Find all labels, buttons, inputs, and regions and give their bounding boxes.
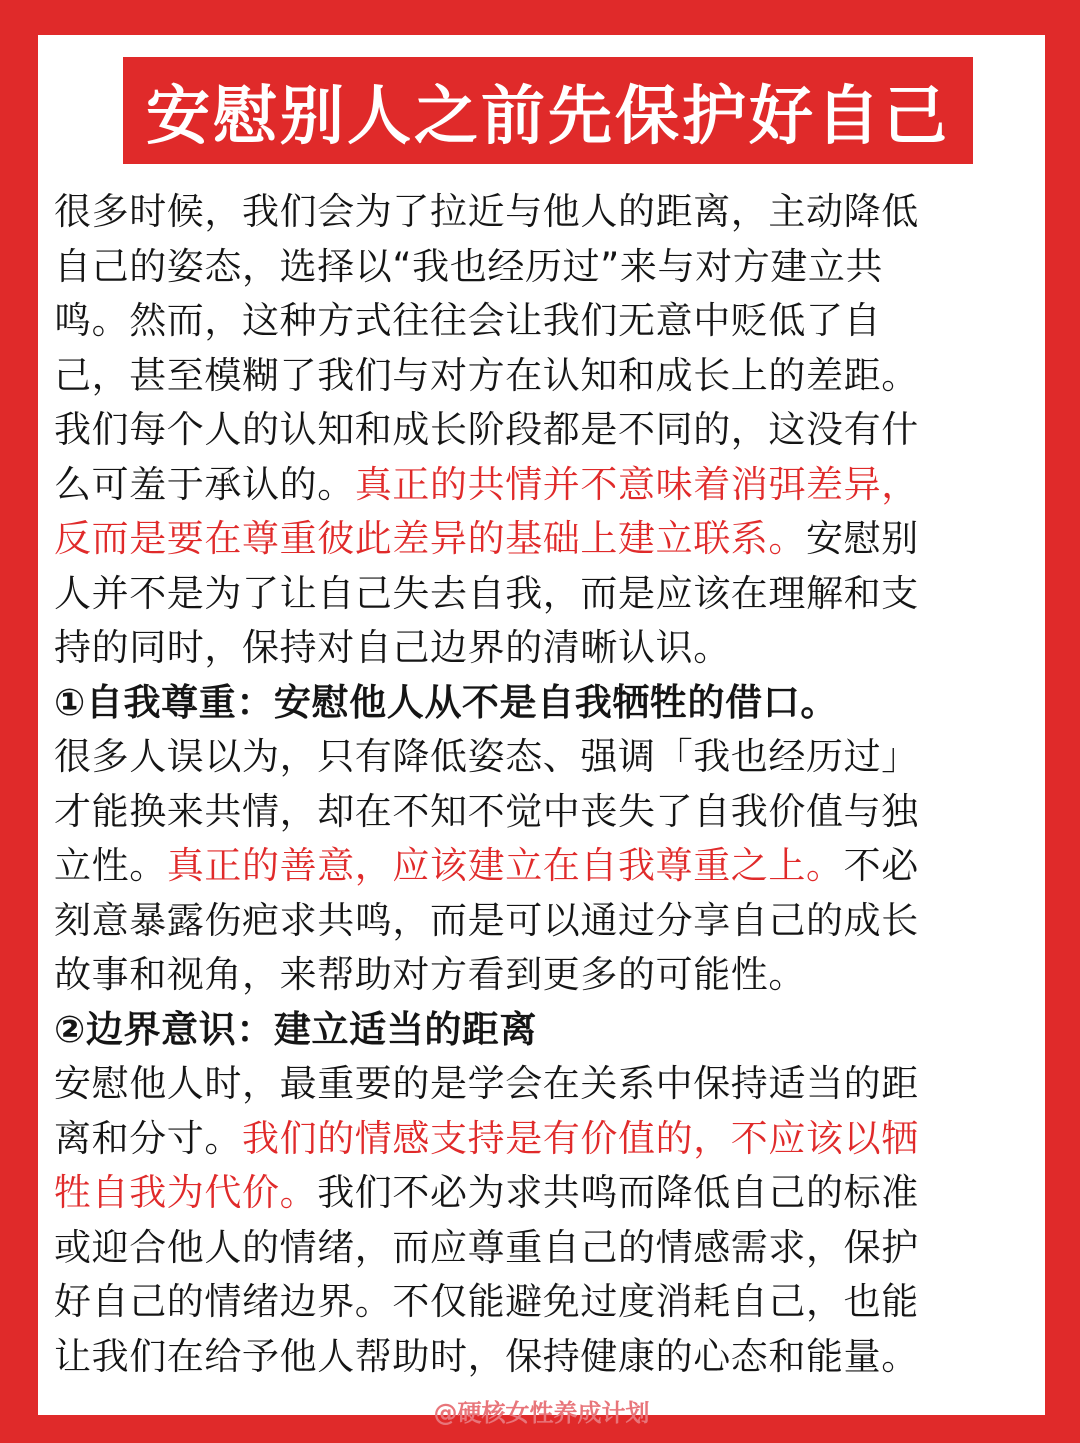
title-banner <box>123 57 973 164</box>
text-line <box>54 1112 1029 1167</box>
text-line <box>54 621 1029 676</box>
body-text: 离和分寸。 <box>54 1116 242 1160</box>
text-line <box>54 730 1029 785</box>
section1-heading: ①自我尊重：安慰他人从不是自我牺牲的借口。 <box>54 680 838 724</box>
text-line <box>54 894 1029 949</box>
text-line <box>54 1330 1029 1385</box>
text-line <box>54 512 1029 567</box>
section1-paragraph <box>54 730 1029 1003</box>
author-watermark: @硬核女性养成计划 <box>433 1399 650 1427</box>
body-text: 己，甚至模糊了我们与对方在认知和成长上的差距。 <box>54 353 919 397</box>
text-line <box>54 1275 1029 1330</box>
text-line <box>54 458 1029 513</box>
article-body <box>54 185 1029 1384</box>
body-text: 才能换来共情，却在不知不觉中丧失了自我价值与独 <box>54 789 919 833</box>
body-text: 安慰别 <box>806 517 919 560</box>
text-line <box>54 294 1029 349</box>
text-line <box>54 839 1029 894</box>
highlight-text: 真正的善意，应该建立在自我尊重之上。 <box>166 844 844 887</box>
intro-paragraph <box>54 185 1029 676</box>
body-text: 刻意暴露伤疤求共鸣，而是可以通过分享自己的成长 <box>54 898 919 942</box>
body-text: 很多人误以为，只有降低姿态、强调「我也经历过」 <box>54 735 919 778</box>
highlight-text: 牲自我为代价。 <box>54 1171 318 1214</box>
text-line <box>54 948 1029 1003</box>
text-line <box>54 785 1029 840</box>
text-line <box>54 1057 1029 1112</box>
text-line <box>54 403 1029 458</box>
highlight-text: 反而是要在尊重彼此差异的基础上建立联系。 <box>54 517 806 560</box>
text-line <box>54 240 1029 295</box>
highlight-text: 我们的情感支持是有价值的，不应该以牺 <box>242 1116 919 1160</box>
body-text: 么可羞于承认的。 <box>54 462 355 506</box>
text-line <box>54 185 1029 240</box>
section2-paragraph <box>54 1057 1029 1384</box>
content-card <box>38 35 1045 1427</box>
text-line <box>54 1221 1029 1276</box>
body-text: 或迎合他人的情绪，而应尊重自己的情感需求，保护 <box>54 1225 919 1269</box>
highlight-text: 真正的共情并不意味着消弭差异， <box>354 462 919 506</box>
body-text: 好自己的情绪边界。不仅能避免过度消耗自己，也能 <box>54 1280 919 1323</box>
section2-heading: ②边界意识：建立适当的距离 <box>54 1007 538 1051</box>
body-text: 很多时候，我们会为了拉近与他人的距离，主动降低 <box>54 190 919 233</box>
body-text: 鸣。然而，这种方式往往会让我们无意中贬低了自 <box>54 299 882 342</box>
body-text: 持的同时，保持对自己边界的清晰认识。 <box>54 626 731 669</box>
body-text: 自己的姿态，选择以“我也经历过”来与对方建立共 <box>54 244 884 288</box>
body-text: 故事和视角，来帮助对方看到更多的可能性。 <box>54 953 806 996</box>
body-text: 我们不必为求共鸣而降低自己的标准 <box>317 1171 919 1214</box>
text-line <box>54 567 1029 622</box>
body-text: 立性。 <box>54 844 167 887</box>
body-text: 不必 <box>843 844 919 887</box>
body-text: 让我们在给予他人帮助时，保持健康的心态和能量。 <box>54 1334 919 1378</box>
body-text: 我们每个人的认知和成长阶段都是不同的，这没有什 <box>54 408 919 451</box>
body-text: 安慰他人时，最重要的是学会在关系中保持适当的距 <box>54 1062 919 1105</box>
body-text: 人并不是为了让自己失去自我，而是应该在理解和支 <box>54 571 919 615</box>
text-line <box>54 1166 1029 1221</box>
text-line <box>54 349 1029 404</box>
page-title: 安慰别人之前先保护好自己 <box>146 79 950 154</box>
